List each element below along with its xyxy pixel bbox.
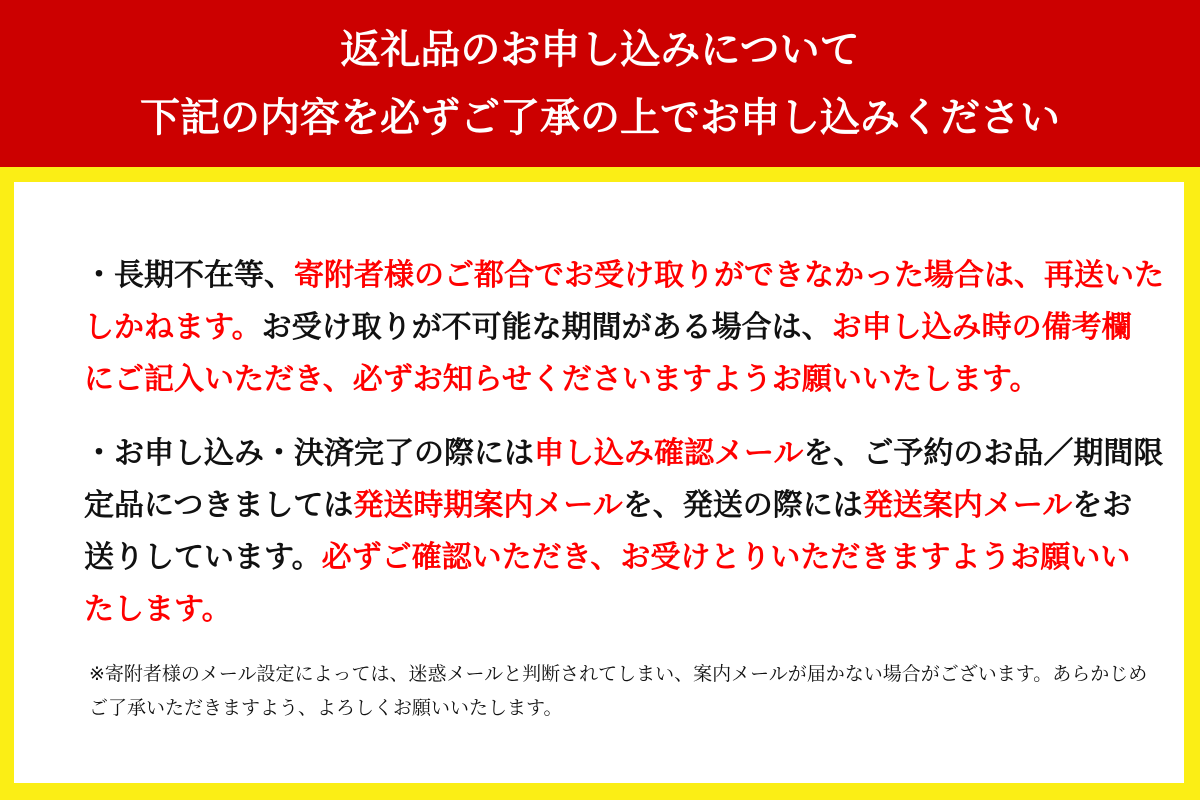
text-segment: 発送案内メール — [862, 489, 1073, 522]
footnote-line-2: ご了承いただきますよう、よろしくお願いいたします。 — [89, 698, 563, 719]
notice-content — [14, 182, 1184, 783]
header-title-line2: 下記の内容を必ずご了承の上でお申し込みください — [140, 95, 1060, 140]
text-segment: にご記入いただき、必ずお知らせくださいますようお願いいたします。 — [84, 363, 1040, 396]
text-segment: 申し込み確認メール — [534, 437, 804, 470]
footnote-line-1: ※寄附者様のメール設定によっては、迷惑メールと判断されてしまい、案内メールが届かない場合がございます。あらかじめ — [89, 664, 1148, 685]
text-line — [84, 532, 1144, 584]
notice-footnote — [84, 658, 1148, 726]
notice-paragraph — [84, 250, 1164, 406]
text-segment: 定品につきましては — [84, 489, 354, 522]
text-segment: 送りしています。 — [84, 541, 322, 574]
header-title-line1: 返礼品のお申し込みについて — [340, 27, 860, 72]
yellow-frame — [0, 167, 1200, 800]
text-segment: たします。 — [84, 593, 232, 626]
notice-paragraphs — [84, 250, 1164, 636]
text-segment: しかねます。 — [84, 311, 262, 344]
text-segment: ・お申し込み・決済完了の際には — [84, 437, 534, 470]
text-segment: 寄附者様のご都合でお受け取りができなかった場合は、再送いた — [294, 259, 1164, 292]
text-segment: を、ご予約のお品／期間限 — [803, 437, 1164, 470]
text-segment: お受け取りが不可能な期間がある場合は、 — [261, 311, 832, 344]
text-line — [84, 302, 1144, 354]
text-line — [84, 584, 1144, 636]
text-segment: ・長期不在等、 — [84, 259, 294, 292]
text-line — [84, 354, 1144, 406]
text-line — [84, 428, 1164, 480]
text-segment: 発送時期案内メール — [353, 489, 623, 522]
text-segment: を、発送の際には — [622, 489, 863, 522]
text-segment: をお — [1072, 489, 1133, 522]
notice-paragraph — [84, 428, 1164, 636]
text-line — [84, 480, 1144, 532]
text-segment: お申し込み時の備考欄 — [831, 311, 1132, 344]
notice-header — [0, 0, 1200, 167]
text-segment: 必ずご確認いただき、お受けとりいただきますようお願いい — [321, 541, 1131, 574]
text-line — [84, 250, 1164, 302]
